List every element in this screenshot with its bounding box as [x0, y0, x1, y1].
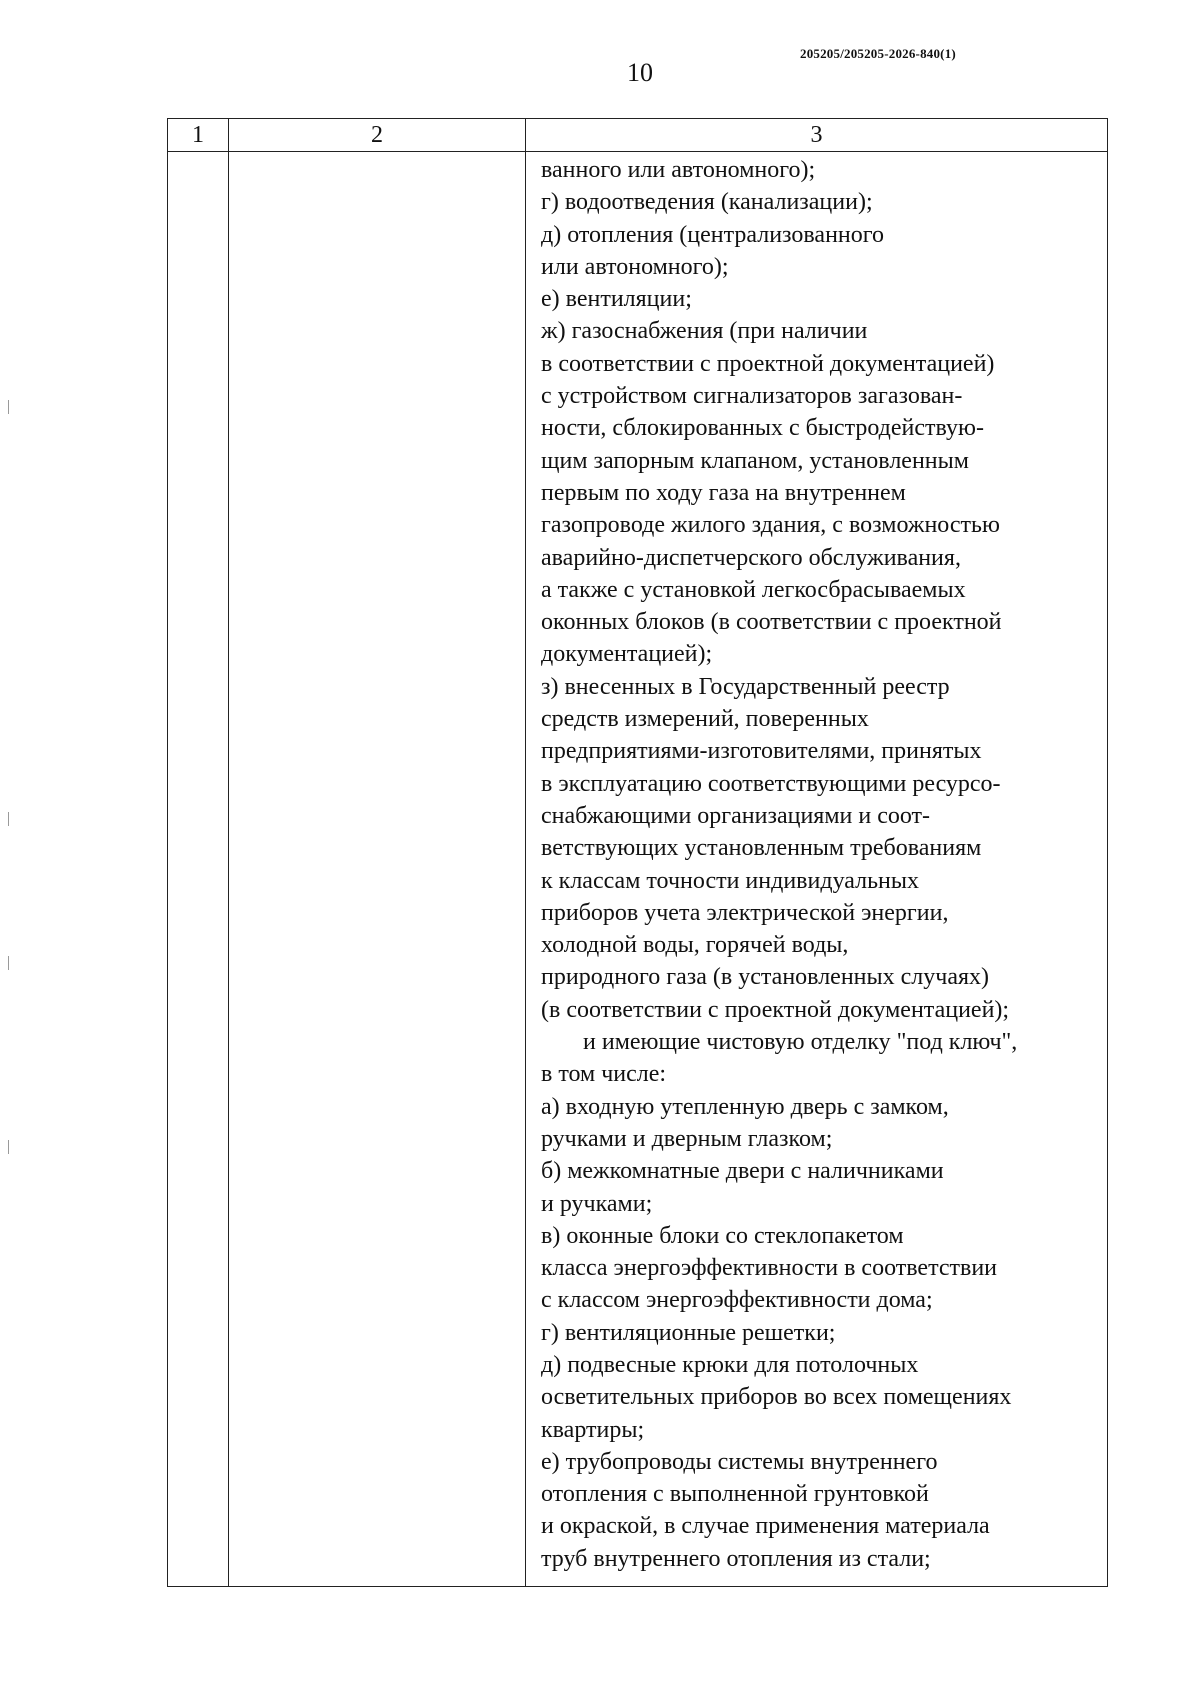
scan-mark [8, 812, 9, 826]
text-line: или автономного); [541, 253, 729, 280]
column-1-cell [168, 152, 229, 1587]
scan-mark [8, 1140, 9, 1154]
text-line: с классом энергоэффективности дома; [541, 1287, 933, 1314]
requirements-table [167, 118, 1108, 1587]
text-line: холодной воды, горячей воды, [541, 932, 849, 959]
text-line: д) отопления (централизованного [541, 221, 884, 248]
text-line: осветительных приборов во всех помещениях [541, 1384, 1012, 1411]
text-line: снабжающими организациями и соот- [541, 802, 931, 829]
text-line: газопроводе жилого здания, с возможностью [541, 512, 1000, 539]
text-line: природного газа (в установленных случаях) [541, 964, 990, 991]
table-row [168, 152, 1108, 1587]
text-line: (в соответствии с проектной документацией); [541, 996, 1010, 1023]
text-line: класса энергоэффективности в соответствии [541, 1255, 998, 1282]
column-3-cell [526, 152, 1108, 1587]
text-line: первым по ходу газа на внутреннем [541, 479, 906, 506]
text-line: с устройством сигнализаторов загазован- [541, 383, 963, 410]
text-line: щим запорным клапаном, установленным [541, 447, 969, 474]
text-line: оконных блоков (в соответствии с проектной [541, 609, 1002, 636]
text-line: и окраской, в случае применения материала [541, 1513, 990, 1540]
text-line: предприятиями-изготовителями, принятых [541, 738, 982, 765]
scan-mark [8, 956, 9, 970]
text-line: к классам точности индивидуальных [541, 867, 919, 894]
text-line: документацией); [541, 641, 713, 668]
text-line: г) вентиляционные решетки; [541, 1319, 836, 1346]
column-2-cell [229, 152, 526, 1587]
text-line: средств измерений, поверенных [541, 706, 869, 733]
text-line: приборов учета электрической энергии, [541, 899, 949, 926]
text-line: в соответствии с проектной документацией) [541, 350, 995, 377]
text-line: ручками и дверным глазком; [541, 1125, 833, 1152]
text-line: а) входную утепленную дверь с замком, [541, 1093, 949, 1120]
document-code: 205205/205205-2026-840(1) [800, 46, 956, 61]
text-line: в) оконные блоки со стеклопакетом [541, 1222, 904, 1249]
text-line: труб внутреннего отопления из стали; [541, 1545, 931, 1572]
text-line: з) внесенных в Государственный реестр [541, 673, 950, 700]
text-line: г) водоотведения (канализации); [541, 189, 873, 216]
text-line: и имеющие чистовую отделку "под ключ", [583, 1029, 1018, 1056]
scan-mark [8, 400, 9, 414]
text-line: в том числе: [541, 1061, 667, 1088]
text-line: е) вентиляции; [541, 286, 692, 313]
text-line: а также с установкой легкосбрасываемых [541, 576, 966, 603]
text-line: е) трубопроводы системы внутреннего [541, 1448, 938, 1475]
text-line: квартиры; [541, 1416, 645, 1443]
text-line: в эксплуатацию соответствующими ресурсо- [541, 770, 1001, 797]
page-number: 10 [627, 58, 653, 87]
text-line: аварийно-диспетчерского обслуживания, [541, 544, 961, 571]
text-line: и ручками; [541, 1190, 653, 1217]
text-line: б) межкомнатные двери с наличниками [541, 1158, 944, 1185]
text-line: ж) газоснабжения (при наличии [541, 318, 868, 345]
text-line: ности, сблокированных с быстродействую- [541, 415, 984, 442]
text-line: ветствующих установленным требованиям [541, 835, 982, 862]
table-header-row [168, 119, 1108, 152]
column-header-3: 3 [526, 119, 1108, 152]
column-header-1: 1 [168, 119, 229, 152]
text-line: ванного или автономного); [541, 157, 816, 183]
text-line: д) подвесные крюки для потолочных [541, 1351, 919, 1378]
text-line: отопления с выполненной грунтовкой [541, 1481, 929, 1508]
column-header-2: 2 [229, 119, 526, 152]
